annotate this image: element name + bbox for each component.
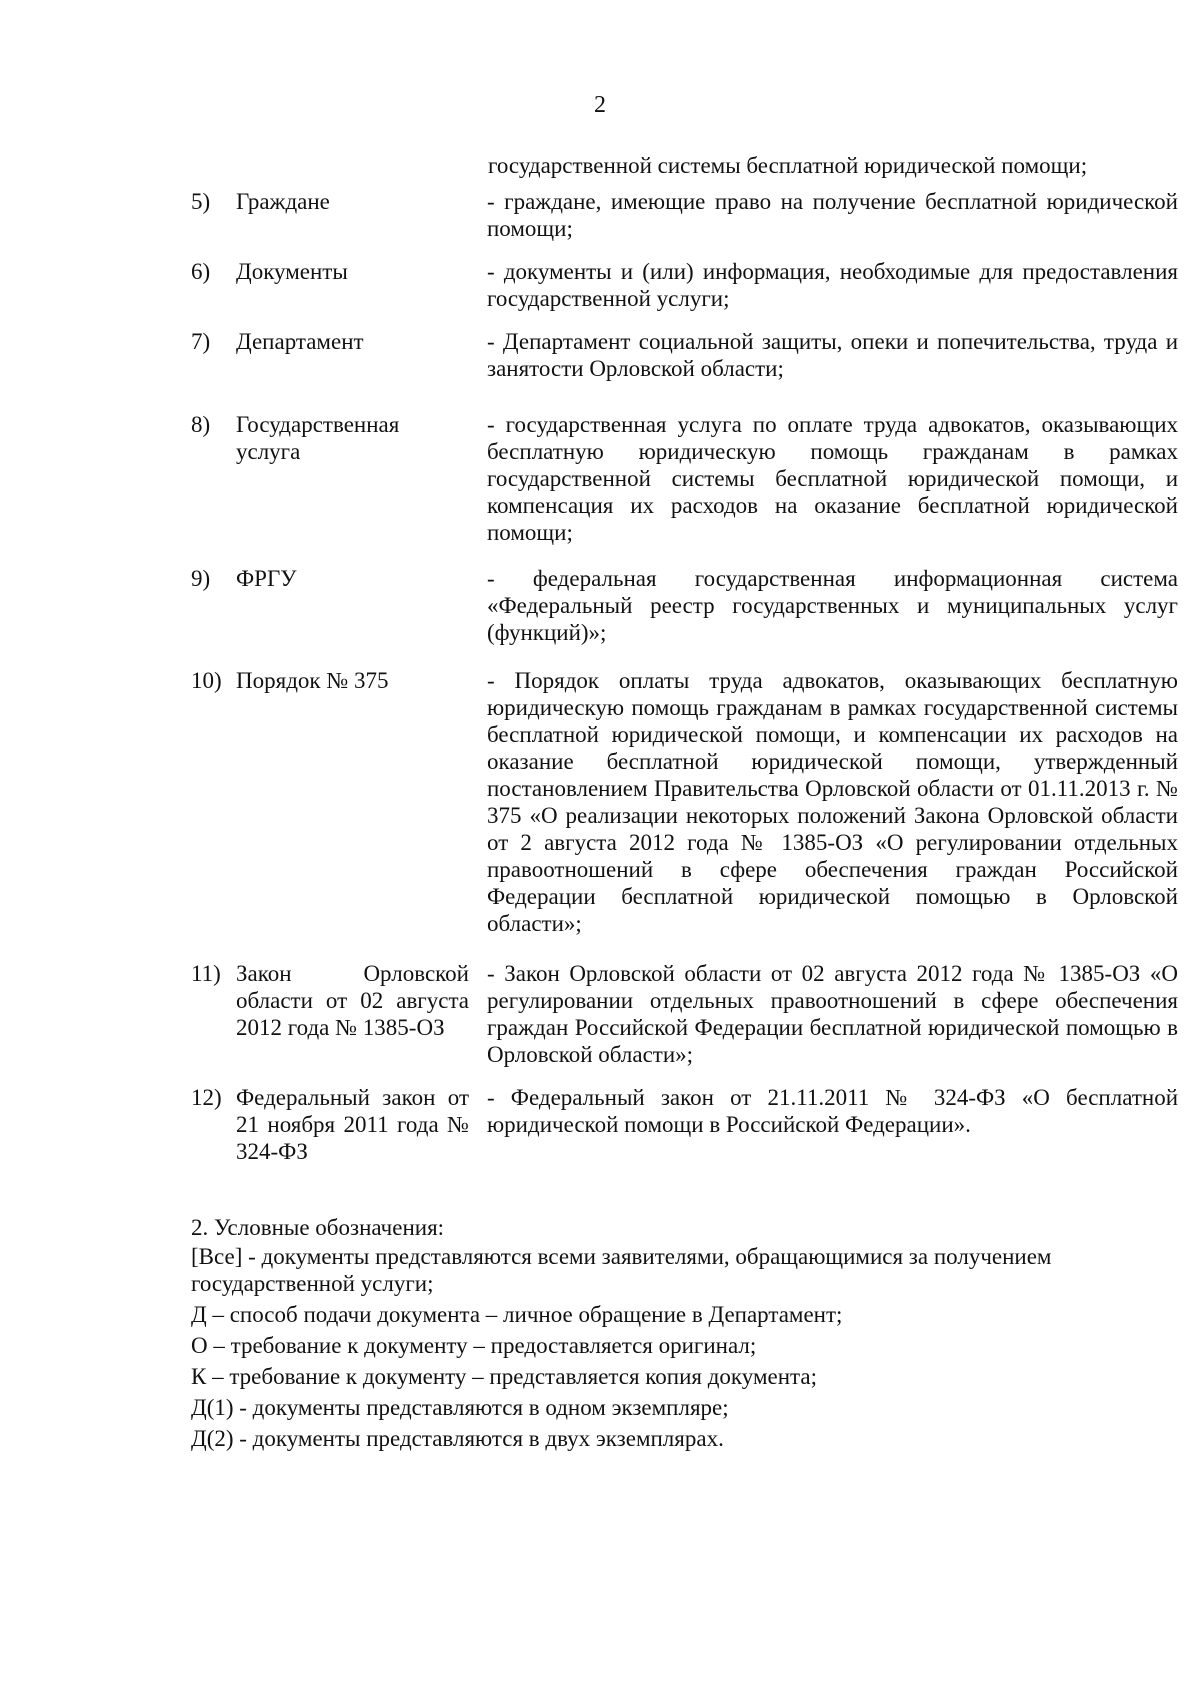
definition-number: 7) <box>191 329 211 354</box>
definition-number: 8) <box>191 412 211 437</box>
definition-description: - Закон Орловской области от 02 августа 2012 года № 1385-ОЗ «О регулировании отдельных правоотношений в сфере обеспечения граждан Российской Федерации бесплатной юридической помощью в Орловской области»; <box>487 961 1178 1067</box>
definition-term: Закон Орловской области от 02 августа 2012 года № 1385-ОЗ <box>236 961 469 1040</box>
definition-number: 9) <box>191 566 211 591</box>
definition-term: Государственная услуга <box>236 412 400 464</box>
definition-description: - документы и (или) информация, необходимые для предоставления государственной услуги; <box>487 259 1178 311</box>
note-item: Д(1) - документы представляются в одном экземпляре; <box>191 1395 729 1420</box>
definition-number: 10) <box>191 668 222 693</box>
definition-term: Департамент <box>236 329 364 354</box>
definition-term: Граждане <box>236 189 330 214</box>
note-item: О – требование к документу – предоставляется оригинал; <box>191 1333 757 1358</box>
definition-number: 11) <box>191 961 221 986</box>
definition-description: - граждане, имеющие право на получение бесплатной юридической помощи; <box>487 189 1178 241</box>
definition-description: - Федеральный закон от 21.11.2011 № 324-ФЗ «О бесплатной юридической помощи в Российской Федерации». <box>487 1085 1178 1137</box>
definition-description: - государственная услуга по оплате труда адвокатов, оказывающих бесплатную юридическую помощь гражданам в рамках государственной системы бесплатной юридической помощи, и компенсация их расходов на оказание бесплатной юридической помощи; <box>487 412 1178 545</box>
note-item: [Все] - документы представляются всеми заявителями, обращающимися за получением государственной услуги; <box>191 1244 1052 1296</box>
definition-description: - федеральная государственная информационная система «Федеральный реестр государственных и муниципальных услуг (функций)»; <box>487 566 1178 645</box>
notes-section <box>191 1214 1151 1456</box>
page-number: 2 <box>594 92 606 118</box>
definition-number: 5) <box>191 189 211 214</box>
definition-number: 6) <box>191 259 211 284</box>
note-item: Д(2) - документы представляются в двух экземплярах. <box>191 1426 724 1451</box>
definition-description: - Департамент социальной защиты, опеки и попечительства, труда и занятости Орловской области; <box>487 329 1178 381</box>
definition-description: - Порядок оплаты труда адвокатов, оказывающих бесплатную юридическую помощь гражданам в рамках государственной системы бесплатной юридической помощи, и компенсации их расходов на оказание бесплатной юридической помощи, утвержденный постановлением Правительства Орловской области от 01.11.2013 г. № 375 «О реализации некоторых положений Закона Орловской области от 2 августа 2012 года № 1385-ОЗ «О регулировании отдельных правоотношений в сфере обеспечения граждан Российской Федерации бесплатной юридической помощью в Орловской области»; <box>487 668 1178 936</box>
definition-term: Федеральный закон от 21 ноября 2011 года № 324-ФЗ <box>236 1085 469 1164</box>
note-item: К – требование к документу – представляется копия документа; <box>191 1364 817 1389</box>
definition-number: 12) <box>191 1085 222 1110</box>
continuation-text: государственной системы бесплатной юридической помощи; <box>488 153 1088 178</box>
definition-term: Документы <box>236 259 348 284</box>
definition-term: ФРГУ <box>236 566 297 591</box>
note-item: Д – способ подачи документа – личное обращение в Департамент; <box>191 1302 843 1327</box>
definition-term: Порядок № 375 <box>236 668 389 693</box>
notes-heading: 2. Условные обозначения: <box>191 1215 445 1240</box>
